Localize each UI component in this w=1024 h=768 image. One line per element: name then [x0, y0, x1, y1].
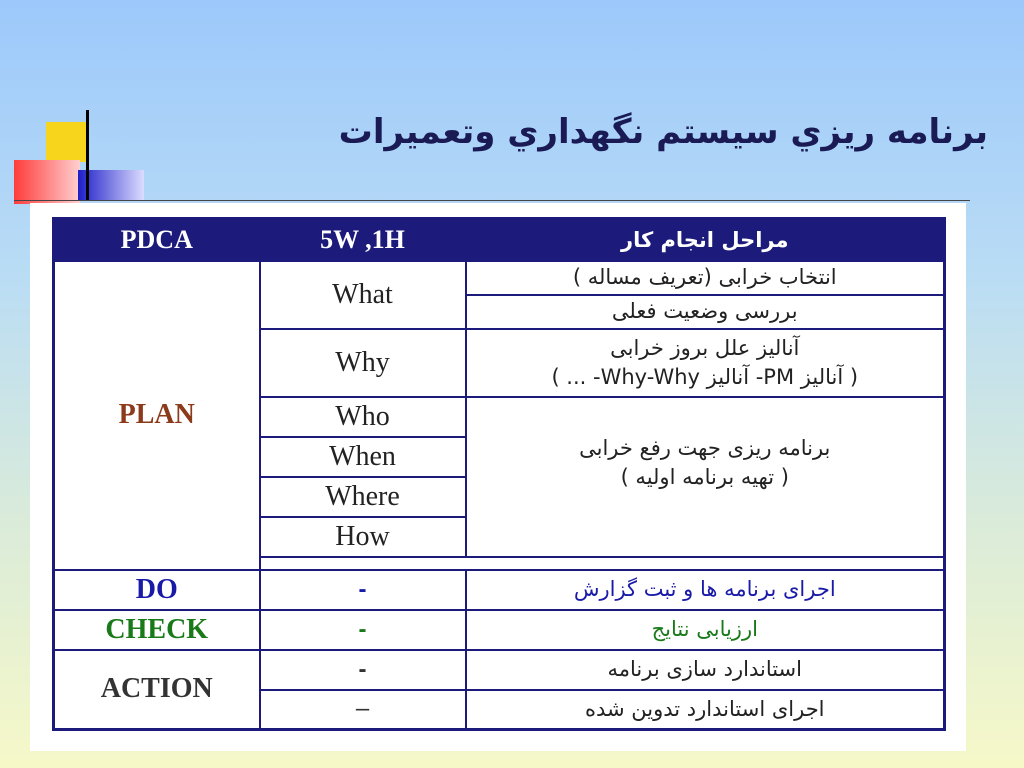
decor-red-rect [14, 160, 80, 204]
table-row [54, 610, 945, 650]
phase-plan: PLAN [54, 261, 260, 570]
question-where: Where [260, 477, 466, 517]
question-action-1: - [260, 650, 466, 690]
phase-do: DO [54, 570, 260, 610]
question-who: Who [260, 397, 466, 437]
slide-title: برنامه ريزي سيستم نگهداري وتعميرات [338, 112, 988, 152]
decor-vertical-line [86, 110, 89, 200]
table-row [54, 261, 945, 295]
pdca-table [52, 217, 946, 731]
step-execute: اجرای برنامه ها و ثبت گزارش [466, 570, 945, 610]
question-what: What [260, 261, 466, 329]
step-apply-standard: اجرای استاندارد تدوین شده [466, 690, 945, 730]
step-current-status: بررسی وضعیت فعلی [466, 295, 945, 329]
question-when: When [260, 437, 466, 477]
step-select-failure: انتخاب خرابی (تعریف مساله ) [466, 261, 945, 295]
step-root-cause-line2: ( آنالیز PM- آنالیز Why-Why- ... ) [551, 365, 859, 389]
step-planning-line2: ( تهیه برنامه اولیه ) [620, 465, 789, 490]
table-row [54, 650, 945, 690]
phase-check: CHECK [54, 610, 260, 650]
phase-action: ACTION [54, 650, 260, 730]
table-panel [30, 203, 966, 751]
question-how: How [260, 517, 466, 557]
question-action-2: – [260, 690, 466, 730]
question-check: - [260, 610, 466, 650]
decor-yellow-square [46, 122, 86, 162]
question-why: Why [260, 329, 466, 397]
decor-horizontal-line [14, 200, 970, 201]
step-planning [466, 397, 945, 557]
step-planning-line1: برنامه ریزی جهت رفع خرابی [579, 436, 831, 460]
header-pdca: PDCA [54, 219, 260, 262]
header-steps: مراحل انجام کار [466, 219, 945, 262]
question-do: - [260, 570, 466, 610]
step-standardize: استاندارد سازی برنامه [466, 650, 945, 690]
step-root-cause-line1: آنالیز علل بروز خرابی [610, 335, 800, 360]
step-evaluate: ارزیابی نتایج [466, 610, 945, 650]
header-row [54, 219, 945, 262]
header-5w1h: 5W ,1H [260, 219, 466, 262]
step-root-cause [466, 329, 945, 397]
table-row [54, 570, 945, 610]
